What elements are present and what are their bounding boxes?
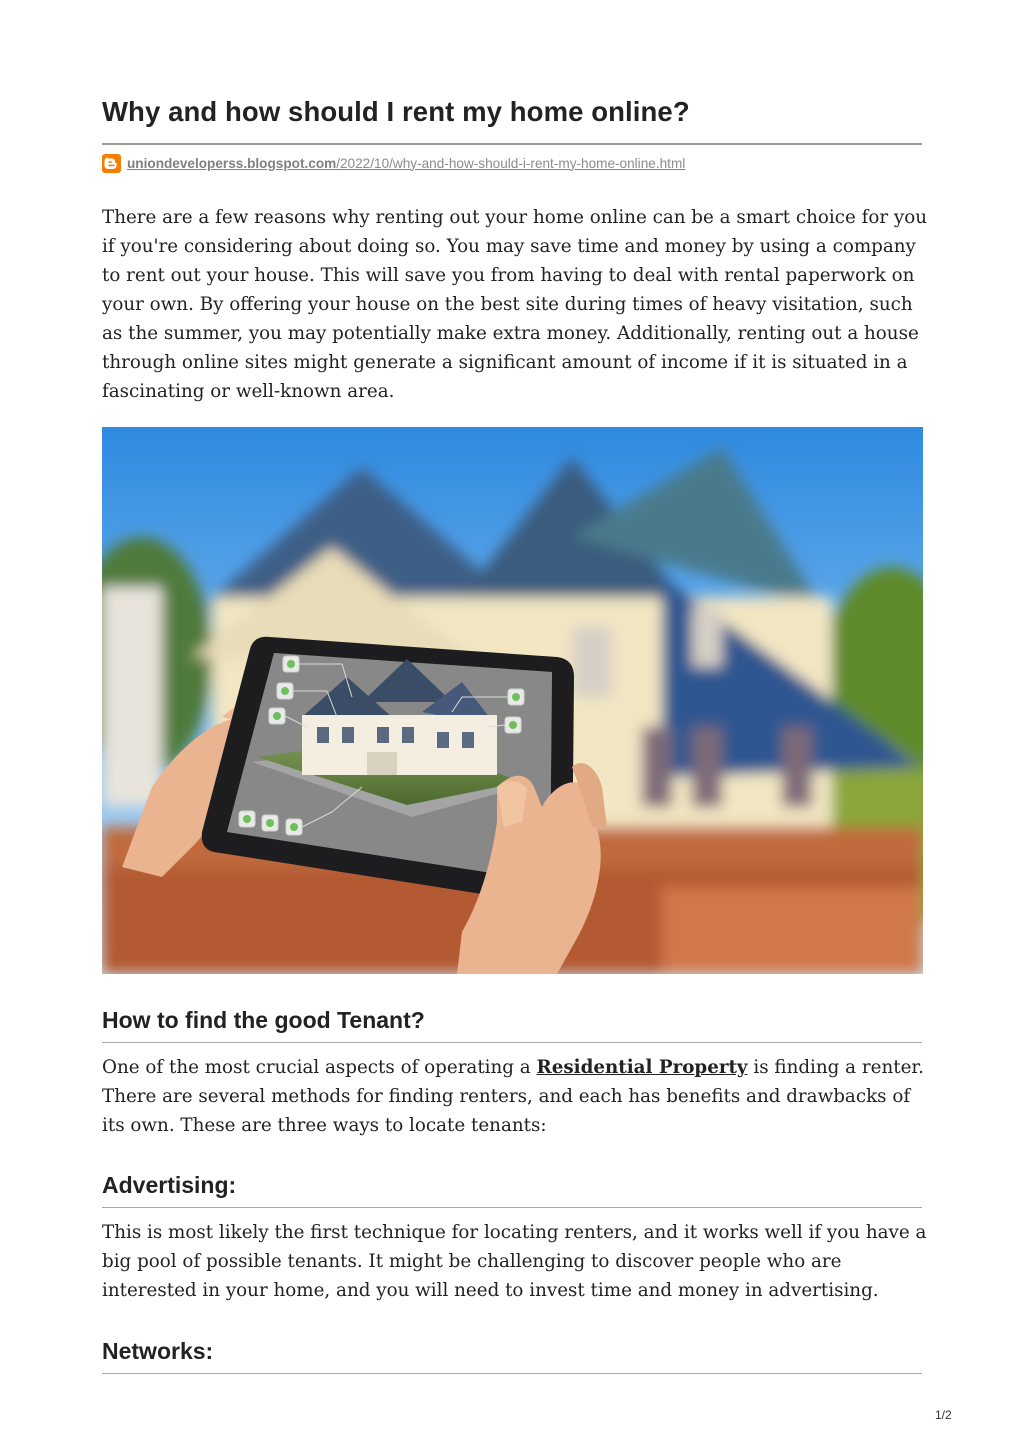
section-heading-networks: Networks:: [102, 1338, 214, 1364]
source-domain: uniondeveloperss.blogspot.com: [127, 155, 337, 171]
source-path: /2022/10/why-and-how-should-i-rent-my-home-online.html: [336, 155, 686, 171]
hero-image: [102, 427, 923, 974]
page-number: 1/2: [935, 1408, 952, 1422]
find-tenant-text-before: One of the most crucial aspects of operating a: [102, 1057, 537, 1078]
residential-property-link[interactable]: Residential Property: [536, 1057, 748, 1078]
section-divider-networks: [102, 1373, 922, 1374]
tablet-house-illustration: [102, 427, 923, 974]
intro-paragraph: There are a few reasons why renting out your home online can be a smart choice for you if you're considering about doing so. You may save time and money by using a company to rent out your house. This will save you from having to deal with rental paperwork on your own. By offering your house on the best site during times of heavy visitation, such as the summer, you may potentially make extra money. Additionally, renting out a house through online sites might generate a significant amount of income if it is situated in a fascinating or well-known area.: [102, 207, 928, 402]
section-divider-find-tenant: [102, 1042, 922, 1043]
section-divider-advertising: [102, 1207, 922, 1208]
find-tenant-text-after: is finding a renter. There are several methods for finding renters, and each has benefits and drawbacks of its own. These are three ways to locate tenants:: [102, 1057, 924, 1136]
advertising-paragraph: This is most likely the first technique for locating renters, and it works well if you have a big pool of possible tenants. It might be challenging to discover people who are interested in your home, and you will need to invest time and money in advertising.: [102, 1222, 927, 1301]
source-url-link[interactable]: [127, 156, 685, 171]
article-title: Why and how should I rent my home online?: [102, 96, 690, 127]
find-tenant-paragraph: [102, 1053, 932, 1140]
section-heading-find-tenant: How to find the good Tenant?: [102, 1007, 425, 1033]
section-heading-advertising: Advertising:: [102, 1172, 237, 1198]
source-link-row: [102, 151, 685, 175]
blogger-icon: [102, 154, 121, 173]
title-divider: [102, 143, 922, 145]
